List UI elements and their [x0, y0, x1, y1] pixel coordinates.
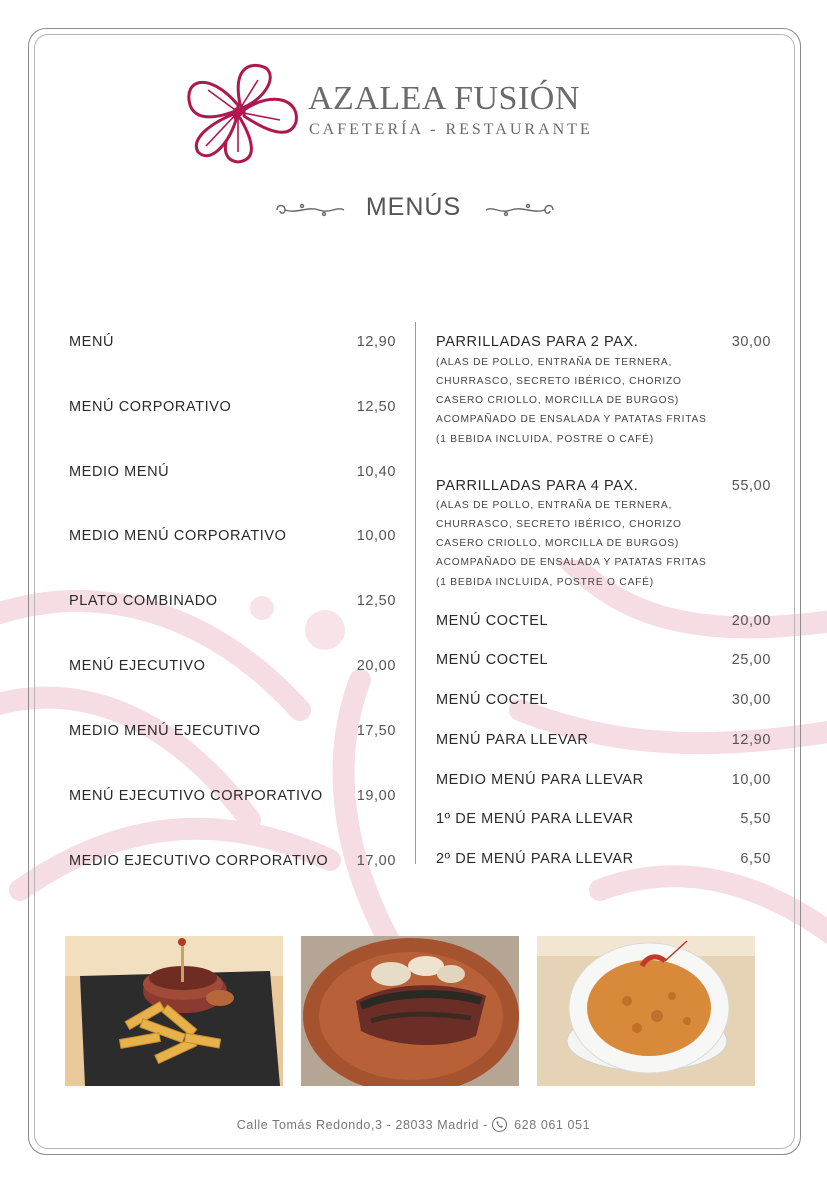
menu-item-name: MENÚ EJECUTIVO CORPORATIVO	[69, 788, 323, 804]
grill-item-detail: ACOMPAÑADO DE ENSALADA Y PATATAS FRITAS	[436, 557, 707, 568]
grill-item-detail: CASERO CRIOLLO, MORCILLA DE BURGOS)	[436, 395, 680, 406]
menu-item-name: MEDIO MENÚ	[69, 464, 170, 480]
menu-item-price: 12,50	[356, 399, 396, 415]
menu-item-price: 10,00	[356, 528, 396, 544]
menu-item-name: MENÚ COCTEL	[436, 613, 549, 629]
menu-item-name: MENÚ COCTEL	[436, 652, 549, 668]
column-divider	[415, 322, 416, 864]
burger-fries-photo	[65, 936, 283, 1086]
grill-item-detail: (1 BEBIDA INCLUIDA, POSTRE O CAFÉ)	[436, 434, 654, 445]
menu-item-price: 12,90	[356, 334, 396, 350]
menu-item-name: PLATO COMBINADO	[69, 593, 218, 609]
ornament-swirl-icon	[483, 200, 558, 220]
footer-address: Calle Tomás Redondo,3 - 28033 Madrid -	[236, 1118, 488, 1132]
steak-plate-photo	[301, 936, 519, 1086]
brand-name: AZALEA FUSIÓN	[308, 80, 580, 117]
menu-item-price: 6,50	[740, 851, 771, 867]
grill-item-name: PARRILLADAS PARA 2 PAX.	[436, 334, 639, 350]
menu-item-price: 30,00	[731, 692, 771, 708]
seafood-rice-photo	[537, 936, 755, 1086]
menu-item-name: 2º DE MENÚ PARA LLEVAR	[436, 851, 634, 867]
menu-item-name: MEDIO MENÚ PARA LLEVAR	[436, 772, 644, 788]
grill-item-price: 30,00	[731, 334, 771, 350]
footer-phone: 628 061 051	[514, 1118, 591, 1132]
menu-item-price: 10,40	[356, 464, 396, 480]
menu-item-price: 10,00	[731, 772, 771, 788]
menu-item-price: 25,00	[731, 652, 771, 668]
menu-item-name: MENÚ PARA LLEVAR	[436, 732, 589, 748]
brand-tagline: CAFETERÍA - RESTAURANTE	[309, 121, 593, 138]
menu-item-price: 12,90	[731, 732, 771, 748]
menu-item-price: 12,50	[356, 593, 396, 609]
phone-icon	[492, 1117, 507, 1132]
menu-item-name: MENÚ COCTEL	[436, 692, 549, 708]
menu-item-price: 20,00	[731, 613, 771, 629]
grill-item-name: PARRILLADAS PARA 4 PAX.	[436, 478, 639, 494]
grill-item-detail: (ALAS DE POLLO, ENTRAÑA DE TERNERA,	[436, 500, 673, 511]
menu-item-name: MEDIO MENÚ CORPORATIVO	[69, 528, 287, 544]
grill-item-detail: CHURRASCO, SECRETO IBÉRICO, CHORIZO	[436, 376, 682, 387]
azalea-flower-logo	[178, 60, 303, 165]
menu-item-name: MENÚ CORPORATIVO	[69, 399, 232, 415]
menu-item-price: 17,50	[356, 723, 396, 739]
menu-item-name: MEDIO EJECUTIVO CORPORATIVO	[69, 853, 329, 869]
section-title: MENÚS	[365, 193, 462, 221]
menu-item-name: 1º DE MENÚ PARA LLEVAR	[436, 811, 634, 827]
menu-item-price: 20,00	[356, 658, 396, 674]
menu-item-name: MEDIO MENÚ EJECUTIVO	[69, 723, 261, 739]
menu-item-name: MENÚ	[69, 334, 115, 350]
grill-item-detail: (1 BEBIDA INCLUIDA, POSTRE O CAFÉ)	[436, 577, 654, 588]
grill-item-detail: CHURRASCO, SECRETO IBÉRICO, CHORIZO	[436, 519, 682, 530]
menu-item-price: 19,00	[356, 788, 396, 804]
menu-item-name: MENÚ EJECUTIVO	[69, 658, 206, 674]
footer-contact	[0, 1117, 827, 1132]
grill-item-detail: CASERO CRIOLLO, MORCILLA DE BURGOS)	[436, 538, 680, 549]
grill-item-detail: (ALAS DE POLLO, ENTRAÑA DE TERNERA,	[436, 357, 673, 368]
menu-item-price: 5,50	[740, 811, 771, 827]
grill-item-price: 55,00	[731, 478, 771, 494]
grill-item-detail: ACOMPAÑADO DE ENSALADA Y PATATAS FRITAS	[436, 414, 707, 425]
menu-item-price: 17,00	[356, 853, 396, 869]
